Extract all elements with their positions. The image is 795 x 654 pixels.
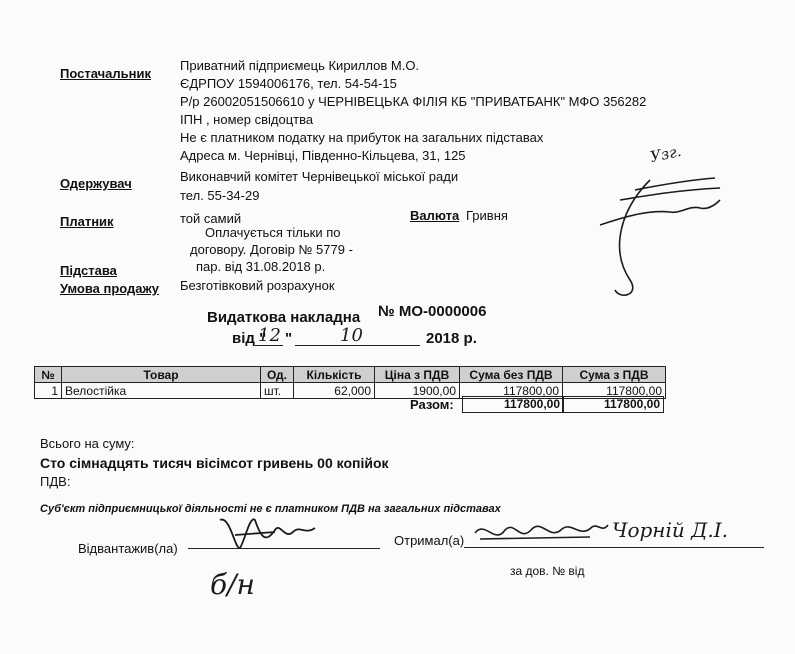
sale-terms-value: Безготівковий розрахунок [180,278,335,293]
cell-unit: шт. [261,383,294,399]
month-underline [295,345,420,346]
total-sum-words: Сто сімнадцять тисяч вісімсот гривень 00 копійок [40,455,389,471]
shipped-label: Відвантажив(ла) [78,541,178,556]
payer-label: Платник [60,214,114,229]
invoice-year: 2018 р. [426,330,477,347]
receiver-label: Одержувач [60,176,132,191]
cell-price: 1900,00 [375,383,460,399]
day-underline [255,345,283,346]
col-header-unit: Од. [261,367,294,383]
basis-label: Підстава [60,263,117,278]
total-without-vat: 117800,00 [462,396,564,413]
approval-signature-icon [580,150,730,310]
total-sum-label: Всього на суму: [40,436,135,451]
power-of-attorney: за дов. № від [510,564,585,578]
currency-label: Валюта [410,208,460,223]
total-with-vat: 117800,00 [562,396,664,413]
supplier-line-2: ЄДРПОУ 1594006176, тел. 54-54-15 [180,76,397,91]
cell-product: Велостійка [62,383,261,399]
cell-sum-no-vat: 117800,00 [460,383,563,399]
stamp-note: б/н [210,568,255,601]
currency-value: Гривня [466,208,508,223]
cell-sum-vat: 117800,00 [563,383,666,399]
invoice-date-quote: " [285,330,293,347]
supplier-line-4: ІПН , номер свідоцтва [180,112,314,127]
col-header-sum-no-vat: Сума без ПДВ [460,367,563,383]
supplier-line-6: Адреса м. Чернівці, Південно-Кільцева, 31, 125 [180,148,466,163]
supplier-line-5: Не є платником податку на прибуток на загальних підставах [180,130,544,145]
table-header-row [35,367,666,383]
supplier-line-1: Приватний підприємець Кириллов М.О. [180,58,420,73]
approval-note: Узг. [648,141,683,167]
invoice-date-prefix: від " [232,330,267,347]
col-header-quantity: Кількість [294,367,375,383]
col-header-product: Товар [62,367,261,383]
payer-value: той самий [180,211,242,226]
basis-line-1: Оплачується тільки по [205,225,341,240]
cell-quantity: 62,000 [294,383,375,399]
receiver-line-2: тел. 55-34-29 [180,188,260,203]
received-label: Отримал(а) [394,533,465,548]
supplier-line-3: Р/р 26002051506610 у ЧЕРНІВЕЦЬКА ФІЛІЯ КБ "ПРИВАТБАНК" МФО 356282 [180,94,647,109]
col-header-sum-vat: Сума з ПДВ [563,367,666,383]
total-label: Разом: [410,397,454,412]
basis-line-2: договору. Договір № 5779 - [190,242,353,257]
vat-note: Суб'єкт підприємницької діяльності не є платником ПДВ на загальних підставах [40,503,501,515]
col-header-price: Ціна з ПДВ [375,367,460,383]
col-header-number: № [35,367,62,383]
received-signature-icon [470,515,610,550]
invoice-month: 10 [340,325,363,346]
invoice-title: Видаткова накладна [207,309,361,326]
cell-number: 1 [35,383,62,399]
basis-line-3: пар. від 31.08.2018 р. [196,259,326,274]
shipped-signature-icon [215,510,325,560]
invoice-number: № МО-0000006 [378,303,487,320]
invoice-day: 12 [258,325,281,346]
supplier-label: Постачальник [60,66,151,81]
receiver-line-1: Виконавчий комітет Чернівецької міської ради [180,169,459,184]
vat-label: ПДВ: [40,474,71,489]
sale-terms-label: Умова продажу [60,281,159,296]
received-name-handwritten: Чорній Д.І. [612,518,728,542]
goods-table [34,366,666,399]
